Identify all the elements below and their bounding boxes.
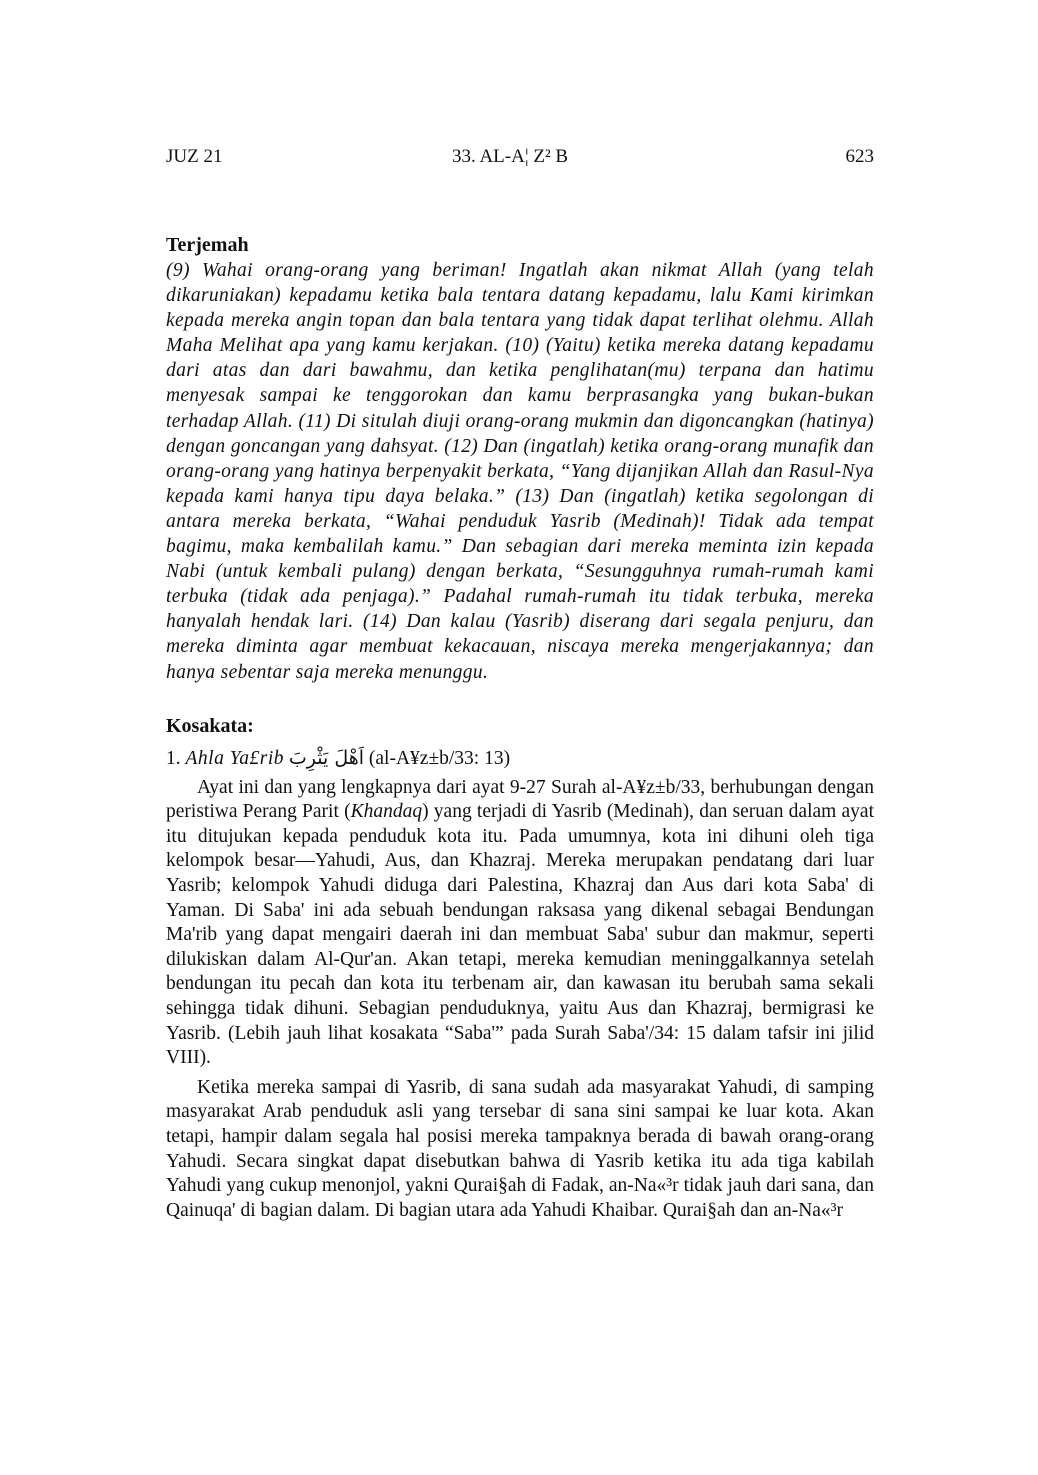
vocab-number: 1. (166, 747, 181, 769)
vocab-paragraph-1 (166, 776, 874, 1071)
paragraph-1-part-a: Ayat ini dan yang lengkapnya dari ayat 9-27 Surah al-A¥z±b/33, berhubungan dengan peristiwa Perang Parit ( (166, 776, 874, 823)
page-header (166, 146, 874, 174)
vocab-term: Ahla Ya£rib (185, 747, 285, 769)
vocab-reference: (al-A¥z±b/33: 13) (368, 747, 511, 769)
terjemah-heading: Terjemah (166, 234, 249, 256)
vocab-arabic: اَهْلَ يَثْرِبَ (288, 746, 365, 769)
vocab-entry (166, 745, 874, 772)
juz-label: JUZ 21 (166, 146, 223, 167)
surah-title: 33. AL-A¦ Z² B (452, 146, 569, 167)
paragraph-1-part-b: ) yang terjadi di Yasrib (Medinah), dan seruan dalam ayat itu ditujukan kepada penduduk kota itu. Pada umumnya, kota ini dihuni oleh tiga kelompok besar—Yahudi, Aus, dan Khazraj. Mereka merupakan pendatang dari luar Yasrib; kelompok Yahudi diduga dari Palestina, Khazraj dan Aus dari kota Saba' di Yaman. Di Saba' ini ada sebuah bendungan raksasa yang dikenal sebagai Bendungan Ma'rib yang dapat mengairi daerah ini dan membuat Saba' subur dan makmur, seperti dilukiskan dalam Al-Qur'an. Akan tetapi, mereka kemudian meninggalkannya setelah bendungan itu pecah dan kota itu terbenam air, dan kawasan itu berubah sama sekali sehingga tidak dihuni. Sebagian penduduknya, yaitu Aus dan Khazraj, bermigrasi ke Yasrib. (Lebih jauh lihat kosakata “Saba'” pada Surah Saba'/34: 15 dalam tafsir ini jilid VIII). (166, 801, 874, 1069)
page-body (166, 232, 874, 1223)
paragraph-1-khandaq: Khandaq (350, 801, 423, 823)
terjemah-text: (9) Wahai orang-orang yang beriman! Ingatlah akan nikmat Allah (yang telah dikaruniakan) kepadamu ketika bala tentara datang kepadamu, lalu Kami kirimkan kepada mereka angin topan dan bala tentara yang tidak dapat terlihat olehmu. Allah Maha Melihat apa yang kamu kerjakan. (10) (Yaitu) ketika mereka datang kepadamu dari atas dan dari bawahmu, dan ketika penglihatan(mu) terpana dan hatimu menyesak sampai ke tenggorokan dan kamu berprasangka yang bukan-bukan terhadap Allah. (11) Di situlah diuji orang-orang mukmin dan digoncangkan (hatinya) dengan goncangan yang dahsyat. (12) Dan (ingatlah) ketika orang-orang munafik dan orang-orang yang hatinya berpenyakit berkata, “Yang dijanjikan Allah dan Rasul-Nya kepada kami hanya tipu daya belaka.” (13) Dan (ingatlah) ketika segolongan di antara mereka berkata, “Wahai penduduk Yasrib (Medinah)! Tidak ada tempat bagimu, maka kembalilah kamu.” Dan sebagian dari mereka meminta izin kepada Nabi (untuk kembali pulang) dengan berkata, “Sesungguhnya rumah-rumah kami terbuka (tidak ada penjaga).” Padahal rumah-rumah itu tidak terbuka, mereka hanyalah hendak lari. (14) Dan kalau (Yasrib) diserang dari segala penjuru, dan mereka diminta agar membuat kekacauan, niscaya mereka mengerjakannya; dan hanya sebentar saja mereka menunggu. (166, 260, 874, 683)
page-number: 623 (845, 146, 874, 167)
kosakata-heading: Kosakata: (166, 714, 254, 737)
vocab-paragraph-2: Ketika mereka sampai di Yasrib, di sana sudah ada masyarakat Yahudi, di samping masyarakat Arab penduduk asli yang tersebar di sana sini sampai ke luar kota. Akan tetapi, hampir dalam segala hal posisi mereka tampaknya berada di bawah orang-orang Yahudi. Secara singkat dapat disebutkan bahwa di Yasrib ketika itu ada tiga kabilah Yahudi yang cukup menonjol, yakni Qurai§ah di Fadak, an-Na«³r tidak jauh dari sana, dan Qainuqa' di bagian dalam. Di bagian utara ada Yahudi Khaibar. Qurai§ah dan an-Na«³r (166, 1076, 874, 1221)
